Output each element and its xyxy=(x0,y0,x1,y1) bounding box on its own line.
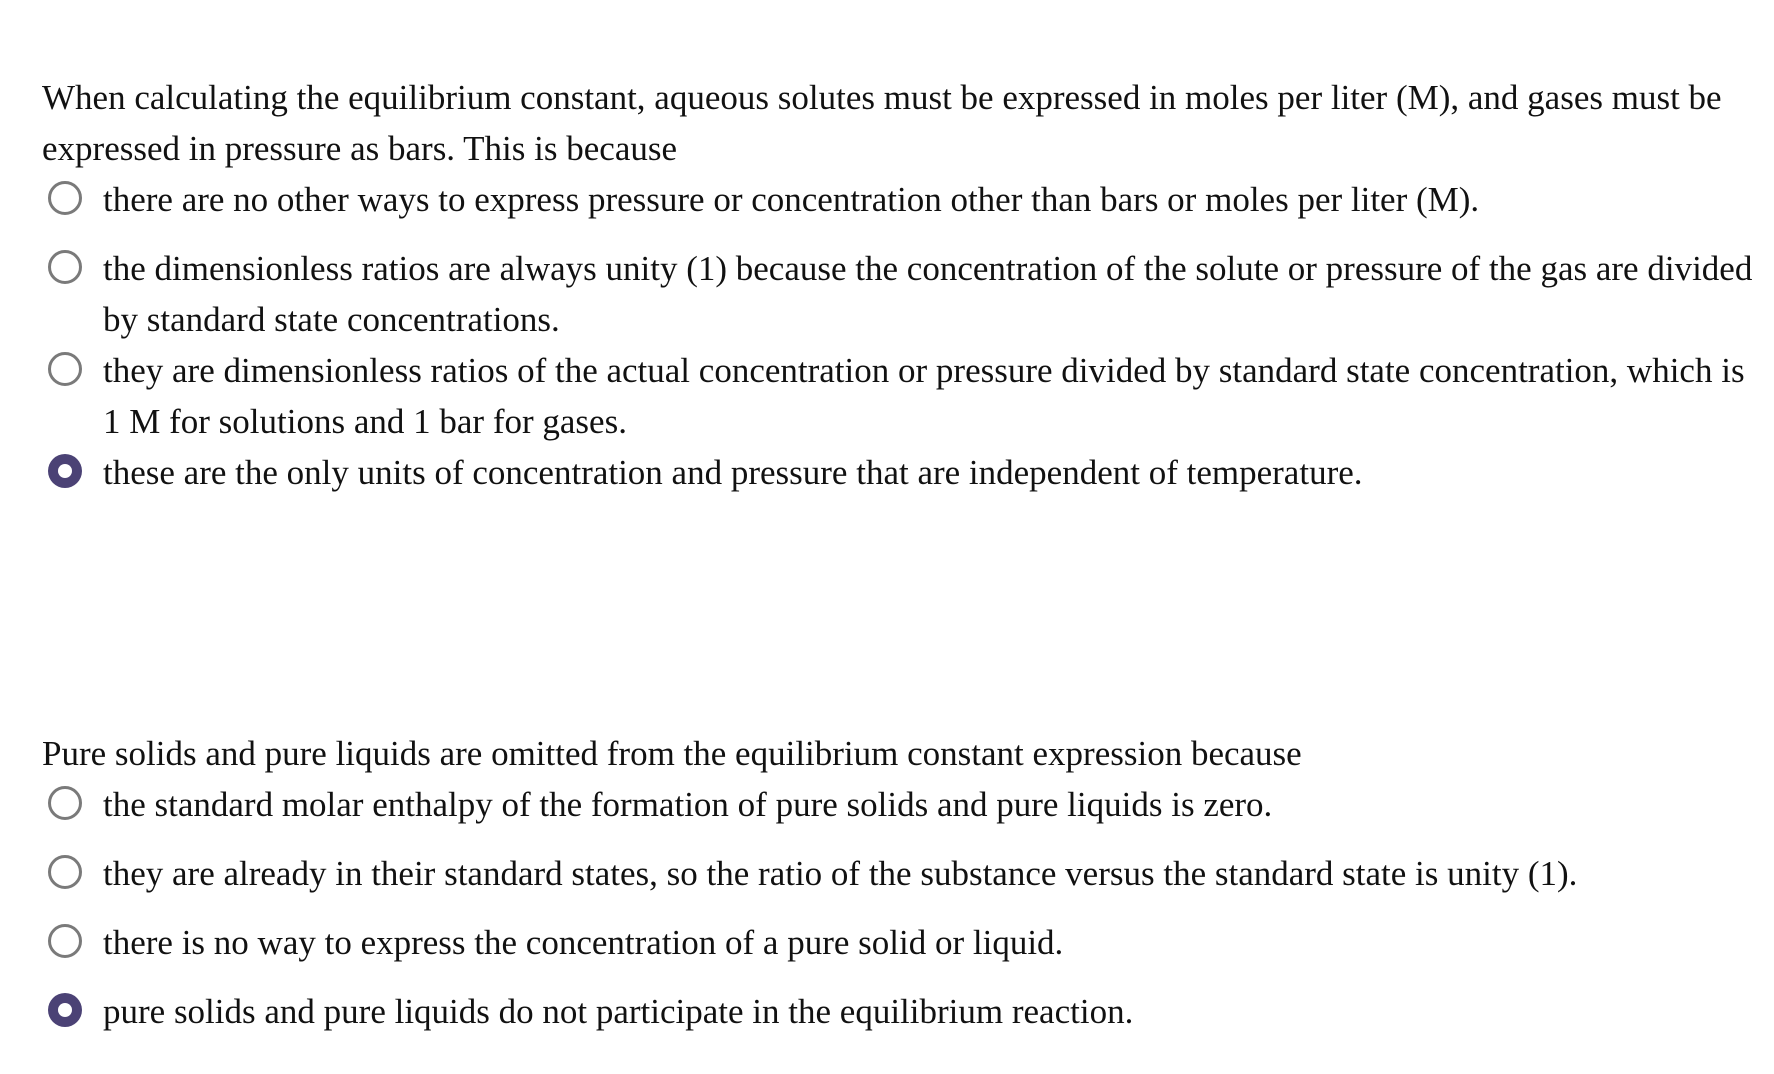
answer-option-label: pure solids and pure liquids do not participate in the equilibrium reaction. xyxy=(103,992,1134,1031)
answer-option[interactable] xyxy=(42,917,1762,968)
answer-options xyxy=(42,779,1762,1037)
answer-options xyxy=(42,174,1762,498)
radio-button-checked[interactable] xyxy=(48,454,82,488)
answer-option[interactable] xyxy=(42,243,1762,345)
answer-option[interactable] xyxy=(42,848,1762,899)
answer-option[interactable] xyxy=(42,345,1762,447)
answer-option-label: they are dimensionless ratios of the actual concentration or pressure divided by standard state concentration, which is 1 M for solutions and 1 bar for gases. xyxy=(103,351,1745,441)
answer-option-label: the standard molar enthalpy of the formation of pure solids and pure liquids is zero. xyxy=(103,785,1273,824)
answer-option[interactable] xyxy=(42,174,1762,225)
question-1 xyxy=(42,72,1762,498)
answer-option[interactable] xyxy=(42,779,1762,830)
radio-button-unchecked[interactable] xyxy=(48,786,82,820)
radio-button-unchecked[interactable] xyxy=(48,924,82,958)
answer-option-label: the dimensionless ratios are always unity (1) because the concentration of the solute or pressure of the gas are divided by standard state concentrations. xyxy=(103,249,1753,339)
radio-button-unchecked[interactable] xyxy=(48,855,82,889)
answer-option-selected[interactable] xyxy=(42,447,1762,498)
question-prompt: Pure solids and pure liquids are omitted from the equilibrium constant expression because xyxy=(42,734,1302,773)
answer-option-label: these are the only units of concentration and pressure that are independent of temperature. xyxy=(103,453,1363,492)
answer-option-label: they are already in their standard states, so the ratio of the substance versus the standard state is unity (1). xyxy=(103,854,1578,893)
radio-button-unchecked[interactable] xyxy=(48,181,82,215)
answer-option-label: there are no other ways to express pressure or concentration other than bars or moles per liter (M). xyxy=(103,180,1480,219)
question-2 xyxy=(42,728,1762,1037)
radio-button-checked[interactable] xyxy=(48,993,82,1027)
radio-button-unchecked[interactable] xyxy=(48,352,82,386)
answer-option-selected[interactable] xyxy=(42,986,1762,1037)
question-prompt: When calculating the equilibrium constant, aqueous solutes must be expressed in moles per liter (M), and gases must be expressed in pressure as bars. This is because xyxy=(42,78,1722,168)
answer-option-label: there is no way to express the concentration of a pure solid or liquid. xyxy=(103,923,1064,962)
radio-button-unchecked[interactable] xyxy=(48,250,82,284)
